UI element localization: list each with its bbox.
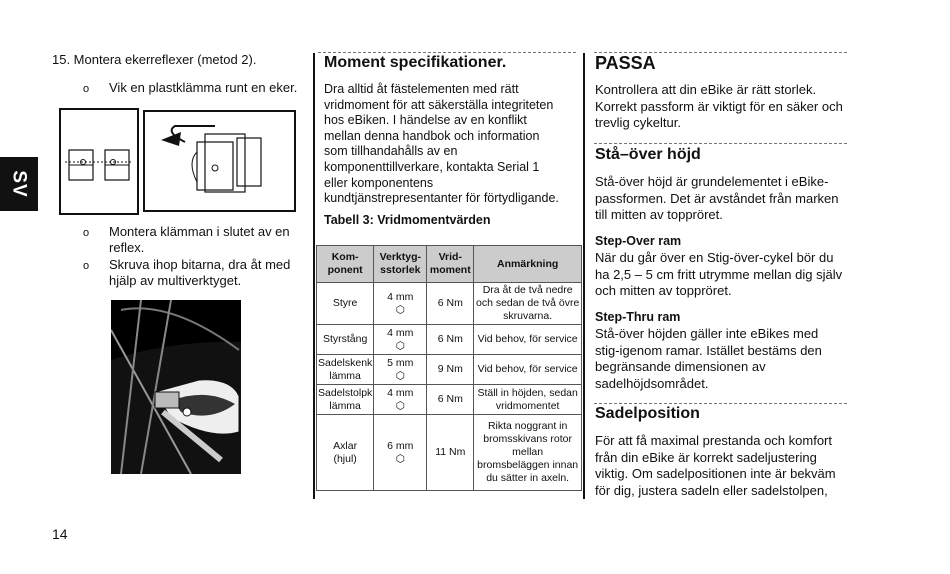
bullet-3: o Skruva ihop bitarna, dra åt med hjälp av multiverktyget. [83, 257, 291, 288]
cell-note: Rikta noggrant in bromsskivans rotor mellan bromsbeläggen innan du sätter in axeln. [474, 415, 582, 491]
cell-component: Sadelskenk lämma [317, 355, 374, 385]
figure-clip-folding [143, 110, 296, 212]
cell-torque: 9 Nm [427, 355, 474, 385]
step-thru-paragraph: Stå-över höjden gäller inte eBikes med stig-igenom ramar. Istället bestäms den begränsande dimensionen av sadelhöjdsområdet. [595, 326, 822, 391]
standover-paragraph: Stå-över höjd är grundelementet i eBike- passformen. Det är avståndet från marken till mitten av toppröret. [595, 174, 839, 222]
cell-tool: 4 mm ⬡ [374, 325, 427, 355]
figure-clip-open [59, 108, 139, 215]
cell-torque: 6 Nm [427, 385, 474, 415]
table-row [317, 325, 582, 355]
cell-note: Vid behov, för service [474, 325, 582, 355]
fit-paragraph: Kontrollera att din eBike är rätt storlek. Korrekt passform är viktigt för en säker och trevlig cykeltur. [595, 82, 843, 130]
language-tab [0, 157, 38, 211]
language-tab-label: SV [8, 170, 30, 198]
cell-torque: 11 Nm [427, 415, 474, 491]
table-row [317, 385, 582, 415]
hex-key-icon: ⬡ [395, 452, 405, 465]
cell-note: Dra åt de två nedre och sedan de två övre skruvarna. [474, 283, 582, 325]
table-row [317, 283, 582, 325]
divider-right-2 [594, 143, 847, 144]
figure-reflector-install [111, 300, 241, 474]
cell-tool: 6 mm ⬡ [374, 415, 427, 491]
torque-table [316, 245, 582, 491]
torque-paragraph: Dra alltid åt fästelementen med rätt vridmoment för att säkerställa integriteten hos eBiken. I händelse av en konflikt mellan denna handbok och information som tillhandahålls av en komponenttillverkare, kontakta Serial 1 eller komponentens kundtjänstrepresentanter för förtydligande. [324, 82, 559, 206]
column-divider-left [313, 53, 315, 499]
cell-component: Sadelstolpk lämma [317, 385, 374, 415]
saddle-heading: Sadelposition [595, 405, 700, 422]
saddle-paragraph: För att få maximal prestanda och komfort från din eBike är korrekt sadeljustering viktig. Om sadelpositionen inte är bekväm för dig, justera sadeln eller sadelstolpen, [595, 433, 836, 498]
table-row [317, 415, 582, 491]
table-row [317, 355, 582, 385]
hex-key-icon: ⬡ [395, 369, 405, 382]
table-header-row [317, 246, 582, 283]
header-note: Anmärkning [474, 246, 582, 283]
step-over-subheading: Step-Over ram [595, 234, 682, 248]
hex-key-icon: ⬡ [395, 339, 405, 352]
header-torque: Vrid- moment [427, 246, 474, 283]
cell-tool: 4 mm ⬡ [374, 385, 427, 415]
torque-heading: Moment specifikationer. [324, 54, 507, 71]
divider-mid-top [318, 52, 576, 53]
hex-key-icon: ⬡ [395, 399, 405, 412]
step-over-paragraph: När du går över en Stig-över-cykel bör du ha 2,5 – 5 cm fritt utrymme mellan dig själv och mitten av toppröret. [595, 250, 843, 298]
bullet-2: o Montera klämman i slutet av en reflex. [83, 224, 290, 255]
header-component: Kom- ponent [317, 246, 374, 283]
cell-component: Axlar (hjul) [317, 415, 374, 491]
cell-component: Styre [317, 283, 374, 325]
page-number: 14 [52, 526, 68, 542]
fit-heading: PASSA [595, 53, 656, 73]
divider-right-3 [594, 403, 847, 404]
column-divider-right [583, 53, 585, 499]
bullet-1: o Vik en plastklämma runt en eker. [83, 80, 298, 95]
step-thru-subheading: Step-Thru ram [595, 310, 681, 324]
header-tool-size: Verktyg- sstorlek [374, 246, 427, 283]
cell-tool: 5 mm ⬡ [374, 355, 427, 385]
standover-heading: Stå–över höjd [595, 146, 701, 163]
cell-note: Vid behov, för service [474, 355, 582, 385]
step-15: 15. Montera ekerreflexer (metod 2). [52, 52, 257, 67]
hex-key-icon: ⬡ [395, 303, 405, 316]
bullet-marker: o [83, 83, 90, 95]
cell-note: Ställ in höjden, sedan vridmomentet [474, 385, 582, 415]
cell-torque: 6 Nm [427, 325, 474, 355]
table-title: Tabell 3: Vridmomentvärden [324, 213, 491, 227]
cell-tool: 4 mm ⬡ [374, 283, 427, 325]
cell-component: Styrstång [317, 325, 374, 355]
cell-torque: 6 Nm [427, 283, 474, 325]
